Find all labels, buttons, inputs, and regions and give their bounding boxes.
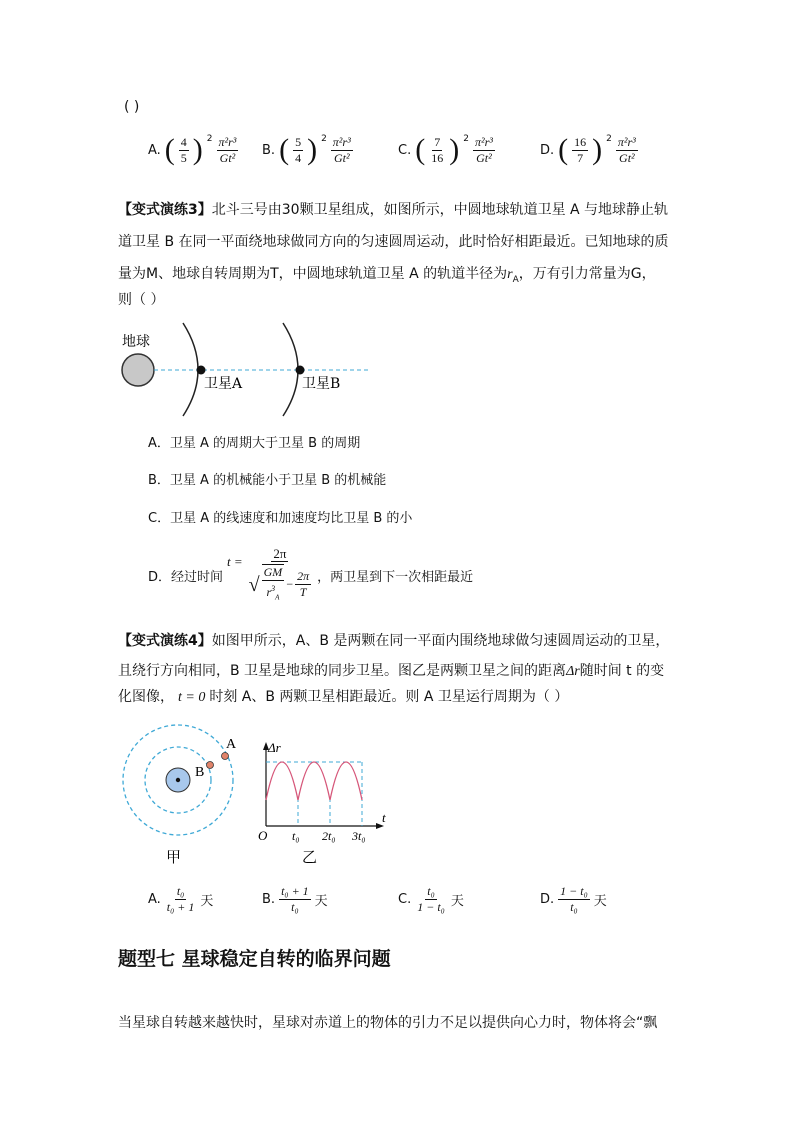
q3-option-c[interactable]: C．卫星 A 的线速度和加速度均比卫星 B 的小 [148, 511, 413, 526]
fraction [415, 884, 447, 915]
earth-circle [122, 354, 154, 386]
tick-t0: t₀ [292, 829, 300, 843]
expression [217, 135, 239, 166]
q3-option-a[interactable]: A．卫星 A 的周期大于卫星 B 的周期 [148, 436, 361, 451]
satellite-b-label: 卫星B [302, 376, 341, 392]
q3-orbit-figure [118, 320, 378, 420]
expression [331, 135, 353, 166]
fraction [165, 884, 197, 915]
frac-den: 5 [180, 150, 187, 165]
option-letter: B. [262, 142, 276, 158]
exponent: 2 [321, 134, 327, 144]
formula-fraction [247, 546, 313, 605]
frac-den: t₀ [291, 900, 299, 914]
fraction [279, 884, 311, 915]
second-fraction [295, 569, 311, 600]
frac-num: t₀ [427, 884, 435, 898]
q4-text-2a: 且绕行方向相同，B 卫星是地球的同步卫星。图乙是两颗卫星之间的距离 [118, 663, 567, 679]
frac-den: 4 [295, 150, 302, 165]
expr-num: π²r³ [474, 134, 493, 149]
caption-yi: 乙 [302, 848, 318, 866]
expr-den: Gt² [619, 150, 635, 165]
expr-num: π²r³ [218, 134, 237, 149]
option-letter: C. [398, 142, 412, 158]
paren-open: ( [164, 133, 175, 166]
option-c-prev[interactable] [398, 133, 495, 167]
option-a-prev[interactable] [148, 133, 238, 167]
t-zero-symbol: t = 0 [178, 690, 206, 705]
tick-3t0: 3t₀ [352, 829, 366, 843]
paren-close: ) [592, 133, 603, 166]
sqrt-num: GM [263, 565, 283, 579]
label-b: B [195, 765, 205, 780]
q4-line-2 [118, 661, 664, 682]
caption-jia: 甲 [166, 848, 182, 866]
sqrt-den [265, 581, 282, 605]
earth-center [176, 778, 180, 782]
expression [473, 135, 495, 166]
q4-tag: 【变式演练4】 [118, 633, 212, 649]
frac2-num: 2π [297, 569, 310, 584]
y-label: Δr [268, 740, 281, 755]
frac-den: 1 − t₀ [417, 900, 445, 914]
frac-den: t₀ [570, 900, 578, 914]
expr-den: Gt² [476, 150, 492, 165]
expr-num: π²r³ [617, 134, 636, 149]
frac-den: 7 [577, 150, 584, 165]
r-symbol: r [266, 585, 272, 599]
option-letter: D. [540, 892, 555, 907]
q4-line-1 [118, 631, 669, 651]
q4-option-b[interactable] [262, 884, 328, 915]
frac-den: t₀ + 1 [166, 900, 195, 914]
fig-yi-graph [252, 740, 392, 868]
option-letter: C. [398, 892, 412, 907]
option-d-prev[interactable] [540, 133, 638, 167]
fraction [558, 884, 590, 915]
exponent: 2 [606, 134, 612, 144]
r-sub: A [275, 593, 280, 602]
paren-open: ( [415, 133, 426, 166]
frac-num: 1 − t₀ [560, 884, 588, 898]
fig-jia-orbits [118, 722, 253, 867]
expr-den: Gt² [333, 150, 350, 165]
option-letter: A. [148, 142, 161, 158]
frac-num: 7 [434, 134, 441, 149]
q4-text-3a: 化图像， [118, 689, 174, 705]
paren-open: ( [558, 133, 569, 166]
satellite-b-dot [296, 366, 305, 375]
unit: 天 [593, 893, 607, 908]
frac-num: t₀ + 1 [281, 884, 309, 898]
frac-num: 16 [574, 134, 587, 149]
formula-num: 2π [273, 546, 287, 561]
q4-option-a[interactable] [148, 884, 213, 915]
frac-num: 5 [295, 134, 302, 149]
fraction [179, 135, 189, 166]
satellite-a-label: 卫星A [204, 376, 243, 392]
q3-line-4: 则（ ） [118, 292, 165, 308]
x-label: t [382, 810, 386, 825]
q3-option-b[interactable]: B．卫星 A 的机械能小于卫星 B 的机械能 [148, 473, 387, 488]
option-letter: D. [540, 142, 555, 158]
r-subscript: A [512, 274, 519, 285]
fraction [429, 135, 445, 166]
q3-text-3b: ，万有引力常量为G， [518, 266, 656, 282]
minus-sign: − [286, 577, 294, 592]
q3-option-d[interactable] [148, 546, 473, 605]
sqrt-icon: √ [248, 573, 260, 596]
unit: 天 [314, 893, 328, 908]
q4-option-c[interactable] [398, 884, 464, 915]
section-heading: 题型七 星球稳定自转的临界问题 [118, 948, 391, 970]
q3-text-3a: 量为M、地球自转周期为T，中圆地球轨道卫星 A 的轨道半径为 [118, 266, 508, 282]
unit: 天 [200, 893, 214, 908]
q3-line-3 [118, 264, 656, 290]
distance-wave [266, 762, 362, 800]
option-d-suffix: ，两卫星到下一次相距最近 [317, 570, 474, 586]
expr-num: π²r³ [332, 134, 351, 149]
r-exp: 3 [271, 584, 276, 593]
sqrt-fraction [262, 564, 285, 605]
answer-paren: ( ) [124, 99, 140, 115]
fraction [293, 135, 303, 166]
unit: 天 [450, 893, 464, 908]
formula-den [247, 562, 313, 605]
q4-line-3 [118, 687, 568, 708]
paren-open: ( [279, 133, 290, 166]
frac-num: t₀ [176, 884, 185, 898]
q4-text-3b: 时刻 A、B 两颗卫星相距最近。则 A 卫星运行周期为（ ） [209, 689, 569, 705]
section-paragraph: 当星球自转越来越快时，星球对赤道上的物体的引力不足以提供向心力时，物体将会“飘 [118, 1015, 658, 1031]
q4-option-d[interactable] [540, 884, 607, 915]
satellite-a-dot [222, 753, 229, 760]
origin-label: O [258, 828, 268, 843]
exponent: 2 [463, 134, 469, 144]
fraction [572, 135, 588, 166]
paren-close: ) [192, 133, 203, 166]
q4-text-1: 如图甲所示，A、B 是两颗在同一平面内围绕地球做匀速圆周运动的卫星， [211, 633, 670, 649]
frac2-den: T [299, 585, 307, 600]
expr-den: Gt² [219, 150, 236, 165]
label-a: A [226, 737, 237, 752]
expression [616, 135, 638, 166]
r-symbol: r [507, 267, 513, 282]
option-letter: A. [148, 892, 161, 907]
option-d-prefix: D．经过时间 [148, 570, 224, 586]
delta-r-symbol: Δr [566, 664, 580, 679]
earth-label: 地球 [122, 334, 150, 350]
exponent: 2 [206, 134, 213, 144]
frac-num: 4 [180, 134, 187, 149]
tick-2t0: 2t₀ [322, 829, 336, 843]
satellite-b-dot [207, 762, 214, 769]
q3-line-2: 道卫星 B 在同一平面绕地球做同方向的匀速圆周运动，此时恰好相距最近。已知地球的质 [118, 234, 669, 250]
frac-den: 16 [431, 150, 444, 165]
q3-line-1 [118, 200, 668, 220]
paren-close: ) [449, 133, 460, 166]
t-symbol: t = [227, 553, 243, 569]
satellite-a-dot [197, 366, 206, 375]
q3-text-1: 北斗三号由30颗卫星组成，如图所示，中圆地球轨道卫星 A 与地球静止轨 [211, 202, 669, 218]
option-b-prev[interactable] [262, 133, 353, 167]
q4-text-2b: 随时间 t 的变 [579, 663, 665, 679]
option-letter: B. [262, 892, 276, 907]
q3-tag: 【变式演练3】 [118, 202, 212, 218]
paren-close: ) [307, 133, 318, 166]
